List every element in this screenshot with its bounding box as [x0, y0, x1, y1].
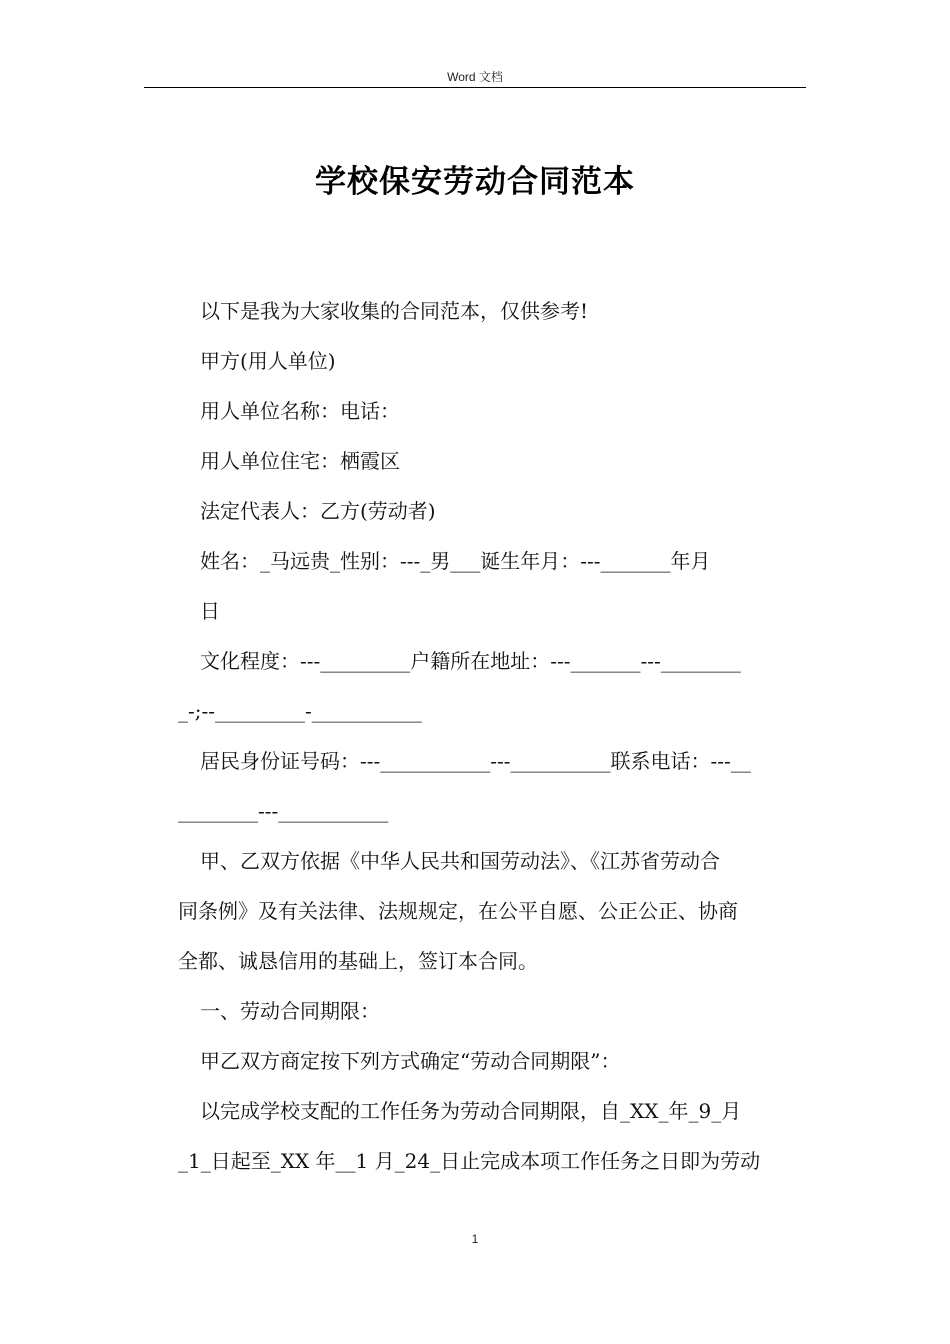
paragraph-basis-line-3: 全都、诚恳信用的基础上，签订本合同。 — [178, 949, 538, 973]
paragraph-legal-representative: 法定代表人：乙方(劳动者) — [200, 499, 436, 523]
paragraph-basis-line-1: 甲、乙双方依据《中华人民共和国劳动法》、《江苏省劳动合 — [200, 849, 720, 873]
paragraph-name-line-cont: 日 — [200, 599, 220, 623]
paragraph-basis-line-2: 同条例》及有关法律、法规规定，在公平自愿、公正公正、协商 — [178, 899, 738, 923]
paragraph-party-a: 甲方(用人单位) — [200, 349, 336, 373]
paragraph-id-number-line-cont: ________---___________ — [178, 799, 389, 823]
paragraph-term-line-1: 以完成学校支配的工作任务为劳动合同期限，自_XX_年_9_月 — [200, 1099, 742, 1123]
paragraph-term-method: 甲乙双方商定按下列方式确定“劳动合同期限”： — [200, 1049, 621, 1073]
paragraph-id-number-line: 居民身份证号码：---___________---__________联系电话：---__ — [200, 749, 751, 773]
page-header: Word 文档 — [447, 70, 503, 84]
document-body — [178, 286, 806, 1186]
paragraph-employer-address: 用人单位住宅：栖霞区 — [200, 449, 400, 473]
page-number: 1 — [471, 1232, 479, 1246]
section-heading-term: 一、劳动合同期限： — [200, 999, 380, 1023]
header-divider — [144, 87, 806, 88]
paragraph-education-line: 文化程度：---_________户籍所在地址：---_______---________ — [200, 649, 741, 673]
paragraph-education-line-cont: _-;--_________-___________ — [178, 699, 422, 723]
paragraph-employer-name: 用人单位名称：电话： — [200, 399, 400, 423]
paragraph-term-line-2: _1_日起至_XX 年__1 月_24_日止完成本项工作任务之日即为劳动 — [178, 1149, 761, 1173]
paragraph-intro: 以下是我为大家收集的合同范本，仅供参考! — [200, 299, 589, 323]
document-title: 学校保安劳动合同范本 — [315, 164, 635, 200]
paragraph-name-line: 姓名：_马远贵_性别：---_男___诞生年月：---_______年月 — [200, 549, 711, 573]
